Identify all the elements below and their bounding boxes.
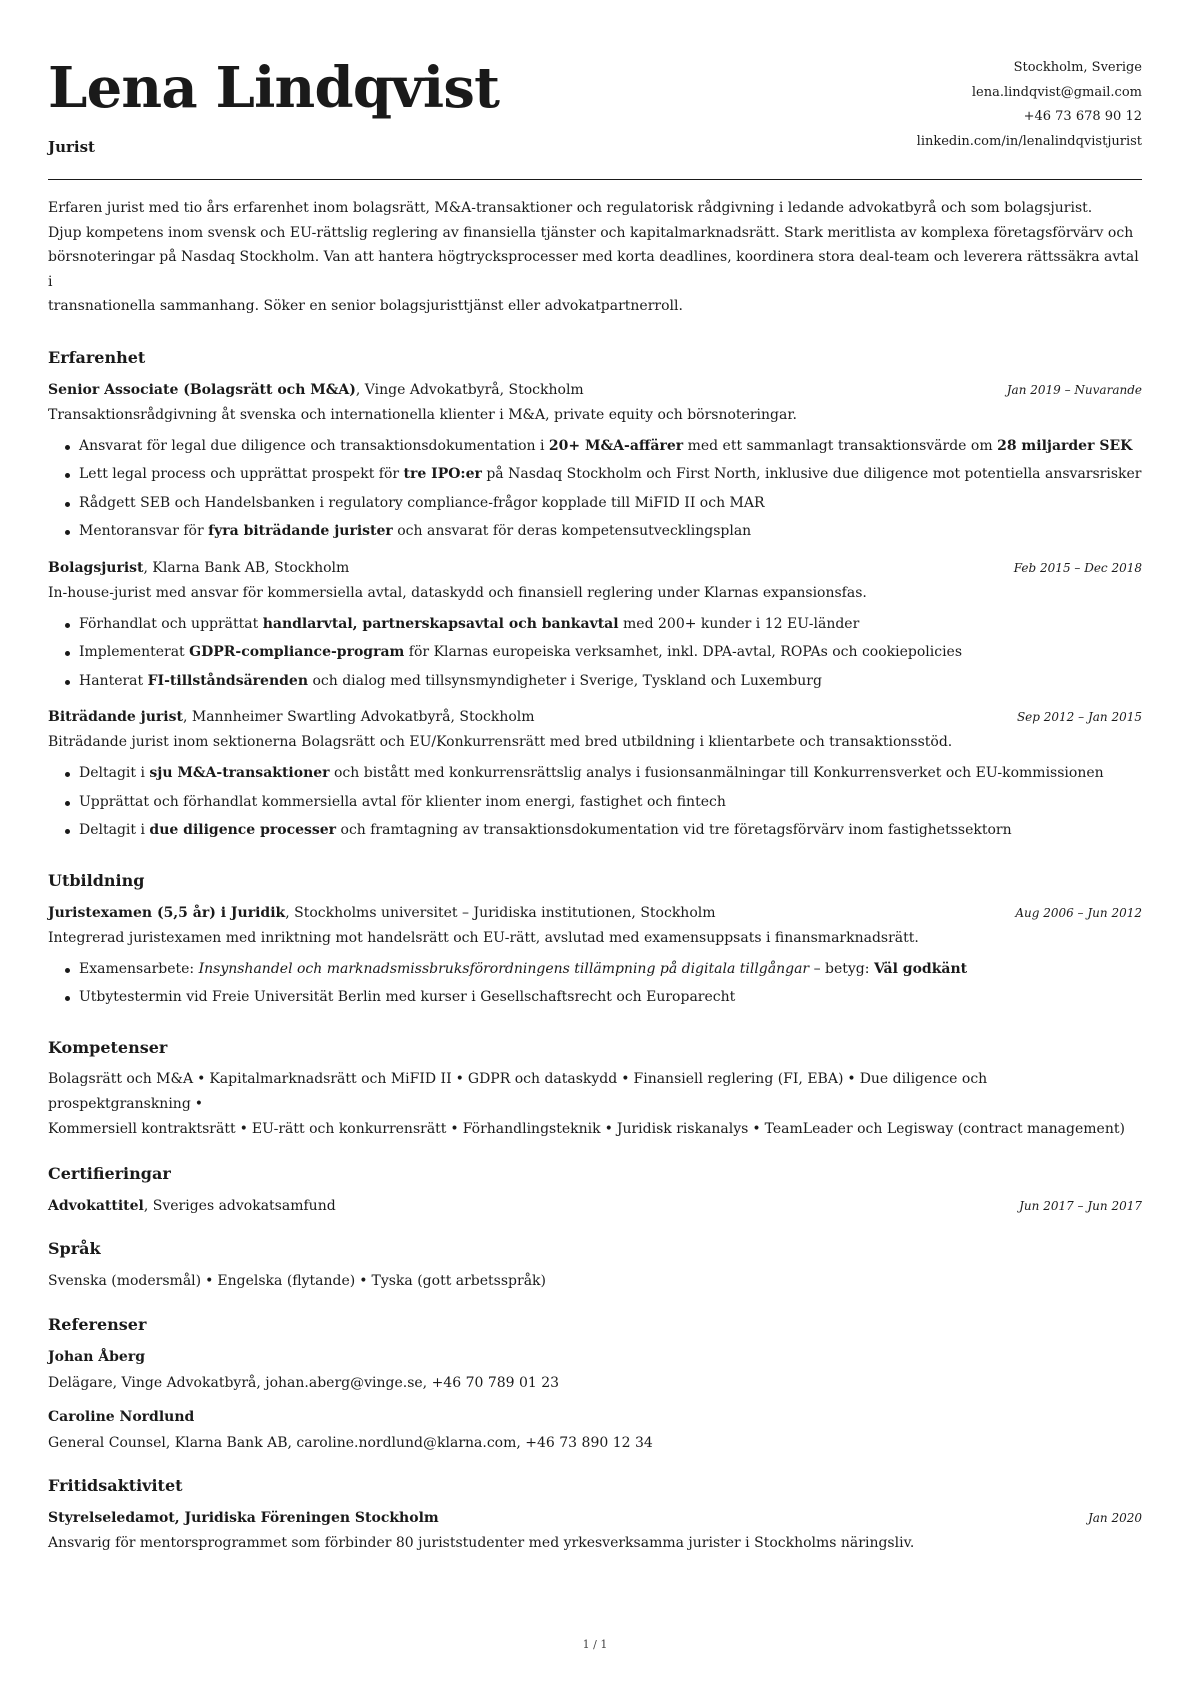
leisure-description: Ansvarig för mentorsprogrammet som förbinder 80 juriststudenter med yrkesverksamma jurister i Stockholms näringsliv. bbox=[48, 1534, 915, 1551]
languages-list: Svenska (modersmål) • Engelska (flytande) • Tyska (gott arbetsspråk) bbox=[48, 1272, 546, 1289]
job-date: Jan 2019 – Nuvarande bbox=[1006, 382, 1142, 397]
list-item: Mentoransvar för fyra biträdande jurister och ansvarat för deras kompetensutvecklingsplan bbox=[79, 517, 1142, 546]
list-item: Deltagit i due diligence processer och framtagning av transaktionsdokumentation vid tre företagsförvärv inom fastighetssektorn bbox=[79, 816, 1142, 845]
section-title-education: Utbildning bbox=[48, 870, 145, 890]
candidate-name: Lena Lindqvist bbox=[48, 55, 500, 121]
list-item: Rådgett SEB och Handelsbanken i regulatory compliance-frågor kopplade till MiFID II och MAR bbox=[79, 489, 1142, 518]
contact-block bbox=[917, 56, 1142, 154]
job-header bbox=[48, 706, 1142, 728]
contact-email[interactable]: lena.lindqvist@gmail.com bbox=[971, 84, 1142, 100]
skill-item: EU-rätt och konkurrensrätt bbox=[251, 1120, 447, 1137]
job-org: , Klarna Bank AB, Stockholm bbox=[143, 559, 350, 576]
skill-item: TeamLeader och Legisway (contract management) bbox=[764, 1120, 1125, 1137]
degree-title: Juristexamen (5,5 år) i Juridik bbox=[48, 904, 286, 921]
skill-item: GDPR och dataskydd bbox=[467, 1070, 618, 1087]
certification-date: Jun 2017 – Jun 2017 bbox=[1019, 1198, 1142, 1213]
job-title: Senior Associate (Bolagsrätt och M&A) bbox=[48, 381, 356, 398]
job-header bbox=[48, 557, 1142, 579]
summary-line: Erfaren jurist med tio års erfarenhet inom bolagsrätt, M&A-transaktioner och regulatorisk rådgivning i ledande advokatbyrå och som bolagsjurist. bbox=[48, 200, 1093, 216]
list-item: Deltagit i sju M&A-transaktioner och bistått med konkurrensrättslig analys i fusionsanmälningar till Konkurrensverket och EU-kommissionen bbox=[79, 759, 1142, 788]
summary-line: börsnoteringar på Nasdaq Stockholm. Van att hantera högtrycksprocesser med korta deadlines, koordinera stora deal-team och leverera rättssäkra avtal i bbox=[48, 249, 1139, 290]
page-number: 1 / 1 bbox=[582, 1638, 608, 1651]
job-description: In-house-jurist med ansvar för kommersiella avtal, dataskydd och finansiell reglering under Klarnas expansionsfas. bbox=[48, 584, 867, 601]
contact-phone[interactable]: +46 73 678 90 12 bbox=[1023, 109, 1142, 124]
certification-title: Advokattitel bbox=[48, 1197, 144, 1214]
contact-linkedin[interactable]: linkedin.com/in/lenalindqvistjurist bbox=[916, 133, 1142, 149]
job-description: Biträdande jurist inom sektionerna Bolagsrätt och EU/Konkurrensrätt med bred utbildning i klientarbete och transaktionsstöd. bbox=[48, 734, 953, 750]
job-org: , Vinge Advokatbyrå, Stockholm bbox=[355, 381, 584, 398]
skills-list bbox=[48, 1067, 1142, 1142]
leisure-header bbox=[48, 1507, 1142, 1529]
section-title-certifications: Certifieringar bbox=[48, 1163, 171, 1183]
summary bbox=[48, 196, 1142, 319]
job-title: Biträdande jurist bbox=[48, 709, 183, 725]
education-description: Integrerad juristexamen med inriktning mot handelsrätt och EU-rätt, avslutad med examensuppsats i finansmarknadsrätt. bbox=[48, 929, 919, 946]
skill-item: Kapitalmarknadsrätt och MiFID II bbox=[209, 1070, 452, 1087]
job-title: Bolagsjurist bbox=[48, 559, 144, 576]
section-title-leisure: Fritidsaktivitet bbox=[48, 1475, 183, 1495]
reference-name: Caroline Nordlund bbox=[48, 1408, 195, 1425]
skill-item: Kommersiell kontraktsrätt bbox=[48, 1120, 236, 1137]
education-bullets bbox=[48, 955, 1142, 1012]
section-title-languages: Språk bbox=[48, 1238, 101, 1258]
list-item: Implementerat GDPR-compliance-program för Klarnas europeiska verksamhet, inkl. DPA-avtal, ROPAs och cookiepolicies bbox=[79, 638, 1142, 667]
section-title-experience: Erfarenhet bbox=[48, 347, 146, 367]
reference-details: General Counsel, Klarna Bank AB, caroline.nordlund@klarna.com, +46 73 890 12 34 bbox=[48, 1434, 653, 1451]
list-item: Examensarbete: Insynshandel och marknadsmissbruksförordningens tillämpning på digitala tillgångar – betyg: Väl godkänt bbox=[79, 955, 1142, 984]
job-bullets bbox=[48, 610, 1142, 696]
job-date: Feb 2015 – Dec 2018 bbox=[1013, 560, 1142, 575]
certification-org: , Sveriges advokatsamfund bbox=[143, 1197, 336, 1214]
job-org: , Mannheimer Swartling Advokatbyrå, Stockholm bbox=[182, 709, 535, 725]
list-item: Lett legal process och upprättat prospekt för tre IPO:er på Nasdaq Stockholm och First North, inklusive due diligence mot potentiella ansvarsrisker bbox=[79, 460, 1142, 489]
leisure-date: Jan 2020 bbox=[1087, 1510, 1142, 1525]
job-bullets bbox=[48, 759, 1142, 845]
skill-item: Finansiell reglering (FI, EBA) bbox=[633, 1070, 844, 1087]
job-header bbox=[48, 379, 1142, 401]
skill-item: Bolagsrätt och M&A bbox=[48, 1070, 194, 1087]
section-title-references: Referenser bbox=[48, 1314, 147, 1334]
list-item: Förhandlat och upprättat handlarvtal, partnerskapsavtal och bankavtal med 200+ kunder i 12 EU-länder bbox=[79, 610, 1142, 639]
skill-item: Juridisk riskanalys bbox=[616, 1120, 749, 1137]
education-date: Aug 2006 – Jun 2012 bbox=[1015, 905, 1142, 920]
list-item: Upprättat och förhandlat kommersiella avtal för klienter inom energi, fastighet och fintech bbox=[79, 788, 1142, 817]
list-item: Utbytestermin vid Freie Universität Berlin med kurser i Gesellschaftsrecht och Europarecht bbox=[79, 983, 1142, 1012]
skill-item: Due diligence och prospektgranskning bbox=[48, 1070, 988, 1112]
language-item: Svenska (modersmål) bbox=[48, 1272, 202, 1289]
education-header bbox=[48, 902, 1142, 924]
skills-line: Bolagsrätt och M&A • Kapitalmarknadsrätt och MiFID II • GDPR och dataskydd • Finansiell reglering (FI, EBA) • Due diligence och prospektgranskning • bbox=[48, 1070, 988, 1112]
summary-line: transnationella sammanhang. Söker en senior bolagsjuristtjänst eller advokatpartnerroll. bbox=[48, 298, 683, 314]
resume-header bbox=[48, 48, 1142, 180]
skills-line: Kommersiell kontraktsrätt • EU-rätt och konkurrensrätt • Förhandlingsteknik • Juridisk riskanalys • TeamLeader och Legisway (contract management) bbox=[48, 1120, 1125, 1137]
job-description: Transaktionsrådgivning åt svenska och internationella klienter i M&A, private equity och börsnoteringar. bbox=[48, 406, 797, 423]
list-item: Hanterat FI-tillståndsärenden och dialog med tillsynsmyndigheter i Sverige, Tyskland och Luxemburg bbox=[79, 667, 1142, 696]
skill-item: Förhandlingsteknik bbox=[462, 1120, 601, 1137]
section-title-skills: Kompetenser bbox=[48, 1037, 168, 1057]
resume-body bbox=[48, 196, 1142, 1554]
school-name: , Stockholms universitet – Juridiska institutionen, Stockholm bbox=[285, 904, 716, 921]
leisure-title: Styrelseledamot, Juridiska Föreningen Stockholm bbox=[48, 1509, 439, 1526]
summary-line: Djup kompetens inom svensk och EU-rättslig reglering av finansiella tjänster och kapitalmarknadsrätt. Stark meritlista av komplexa företagsförvärv och bbox=[48, 224, 1134, 241]
language-item: Engelska (flytande) bbox=[217, 1272, 356, 1289]
job-date: Sep 2012 – Jan 2015 bbox=[1016, 710, 1142, 724]
job-bullets bbox=[48, 432, 1142, 546]
language-item: Tyska (gott arbetsspråk) bbox=[371, 1272, 546, 1289]
list-item: Ansvarat för legal due diligence och transaktionsdokumentation i 20+ M&A-affärer med ett sammanlagt transaktionsvärde om 28 miljarder SEK bbox=[79, 432, 1142, 461]
reference-name: Johan Åberg bbox=[48, 1348, 145, 1365]
candidate-title: Jurist bbox=[48, 138, 95, 156]
contact-location: Stockholm, Sverige bbox=[1013, 60, 1142, 75]
certification-entry bbox=[48, 1195, 1142, 1217]
reference-details: Delägare, Vinge Advokatbyrå, johan.aberg@vinge.se, +46 70 789 01 23 bbox=[48, 1374, 560, 1391]
